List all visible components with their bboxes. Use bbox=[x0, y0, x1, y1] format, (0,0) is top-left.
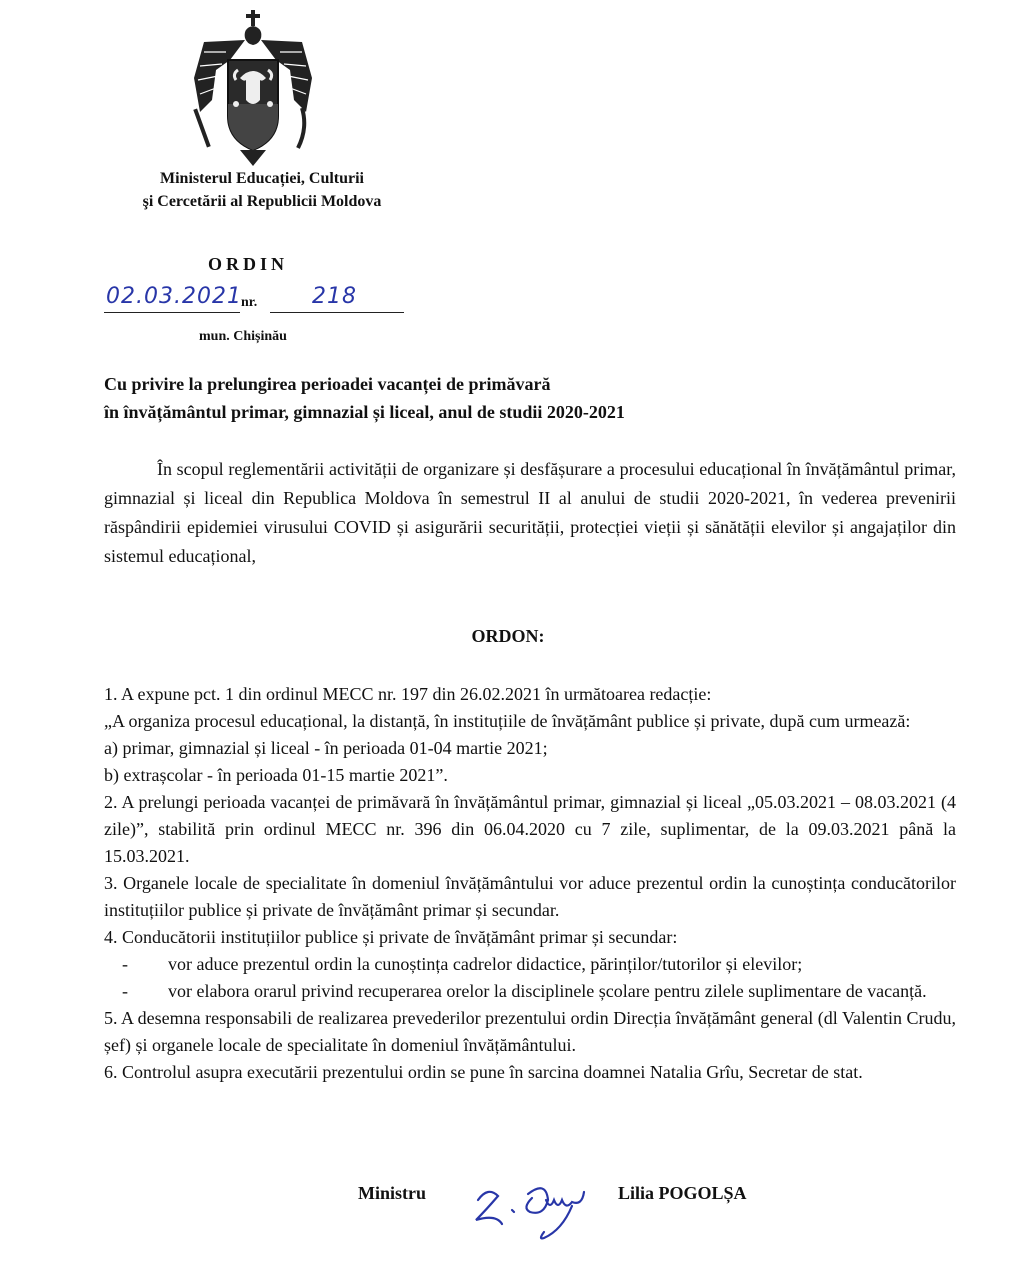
item-5: 5. A desemna responsabili de realizarea prevederilor prezentului ordin Direcția învățământ general (dl Valentin Crudu, șef) și organele locale de specialitate în domeniul învățământului. bbox=[104, 1008, 956, 1055]
item-4: 4. Conducătorii instituțiilor publice și private de învățământ primar și secundar: bbox=[104, 927, 678, 947]
signatory-name: Lilia POGOLȘA bbox=[618, 1183, 747, 1203]
subject-line1: Cu privire la prelungirea perioadei vacanței de primăvară bbox=[104, 374, 551, 394]
number-label: nr. bbox=[241, 295, 258, 310]
preamble-paragraph bbox=[104, 455, 956, 571]
bullet-dash: - bbox=[122, 954, 128, 974]
item-3: 3. Organele locale de specialitate în domeniul învățământului vor aduce prezentul ordin la cunoștința conducătorilor instituțiilor publice și private de învățământ primar și secundar. bbox=[104, 873, 956, 920]
bullet-text: vor aduce prezentul ordin la cunoștința cadrelor didactice, părinților/tutorilor și elevilor; bbox=[168, 954, 803, 974]
subject-line2: în învățământul primar, gimnazial și liceal, anul de studii 2020-2021 bbox=[104, 402, 625, 422]
subject-heading bbox=[104, 370, 804, 426]
item-1-a: a) primar, gimnazial și liceal - în perioada 01-04 martie 2021; bbox=[104, 738, 548, 758]
item-1-b: b) extrașcolar - în perioada 01-15 martie 2021”. bbox=[104, 765, 448, 785]
item-1-quote: „A organiza procesul educațional, la distanță, în instituțiile de învățământ publice și private, după cum urmează: bbox=[104, 711, 911, 731]
item-4-bullet-1 bbox=[122, 951, 956, 978]
ministry-name-line1: Ministerul Educației, Culturii bbox=[160, 170, 364, 187]
ministry-name-line2: şi Cercetării al Republicii Moldova bbox=[142, 193, 382, 210]
bullet-dash: - bbox=[122, 981, 128, 1001]
handwritten-number: 218 bbox=[312, 284, 357, 309]
order-items bbox=[104, 681, 956, 1086]
ordon-heading: ORDON: bbox=[471, 626, 545, 646]
coat-of-arms-emblem bbox=[190, 8, 318, 168]
document-type-title: ORDIN bbox=[208, 254, 289, 274]
signatory-title: Ministru bbox=[358, 1183, 427, 1203]
item-1: 1. A expune pct. 1 din ordinul MECC nr. 197 din 26.02.2021 în următoarea redacție: bbox=[104, 684, 712, 704]
handwritten-date: 02.03.2021 bbox=[106, 284, 242, 309]
city-label: mun. Chișinău bbox=[199, 329, 287, 344]
bullet-text: vor elabora orarul privind recuperarea orelor la disciplinele școlare pentru zilele suplimentare de vacanță. bbox=[168, 981, 927, 1001]
item-2: 2. A prelungi perioada vacanței de primăvară în învățământul primar, gimnazial și liceal „05.03.2021 – 08.03.2021 (4 zile)”, stabilită prin ordinul MECC nr. 396 din 06.04.2020 cu 7 zile, suplimentar, de la 09.03.2021 până la 15.03.2021. bbox=[104, 792, 956, 866]
number-field bbox=[270, 284, 404, 313]
preamble-text: În scopul reglementării activității de organizare și desfășurare a procesului educațional în învățământul primar, gimnazial și liceal din Republica Moldova în semestrul II al anului de studii 2020-2021, în vederea prevenirii răspândirii epidemiei virusului COVID și asigurării securității, protecției vieții și sănătății elevilor și angajaților din sistemul educațional, bbox=[104, 459, 956, 566]
item-4-bullet-2 bbox=[122, 978, 956, 1005]
item-6: 6. Controlul asupra executării prezentului ordin se pune în sarcina doamnei Natalia Grîu, Secretar de stat. bbox=[104, 1062, 863, 1082]
handwritten-signature bbox=[470, 1170, 600, 1250]
date-field bbox=[104, 284, 240, 313]
